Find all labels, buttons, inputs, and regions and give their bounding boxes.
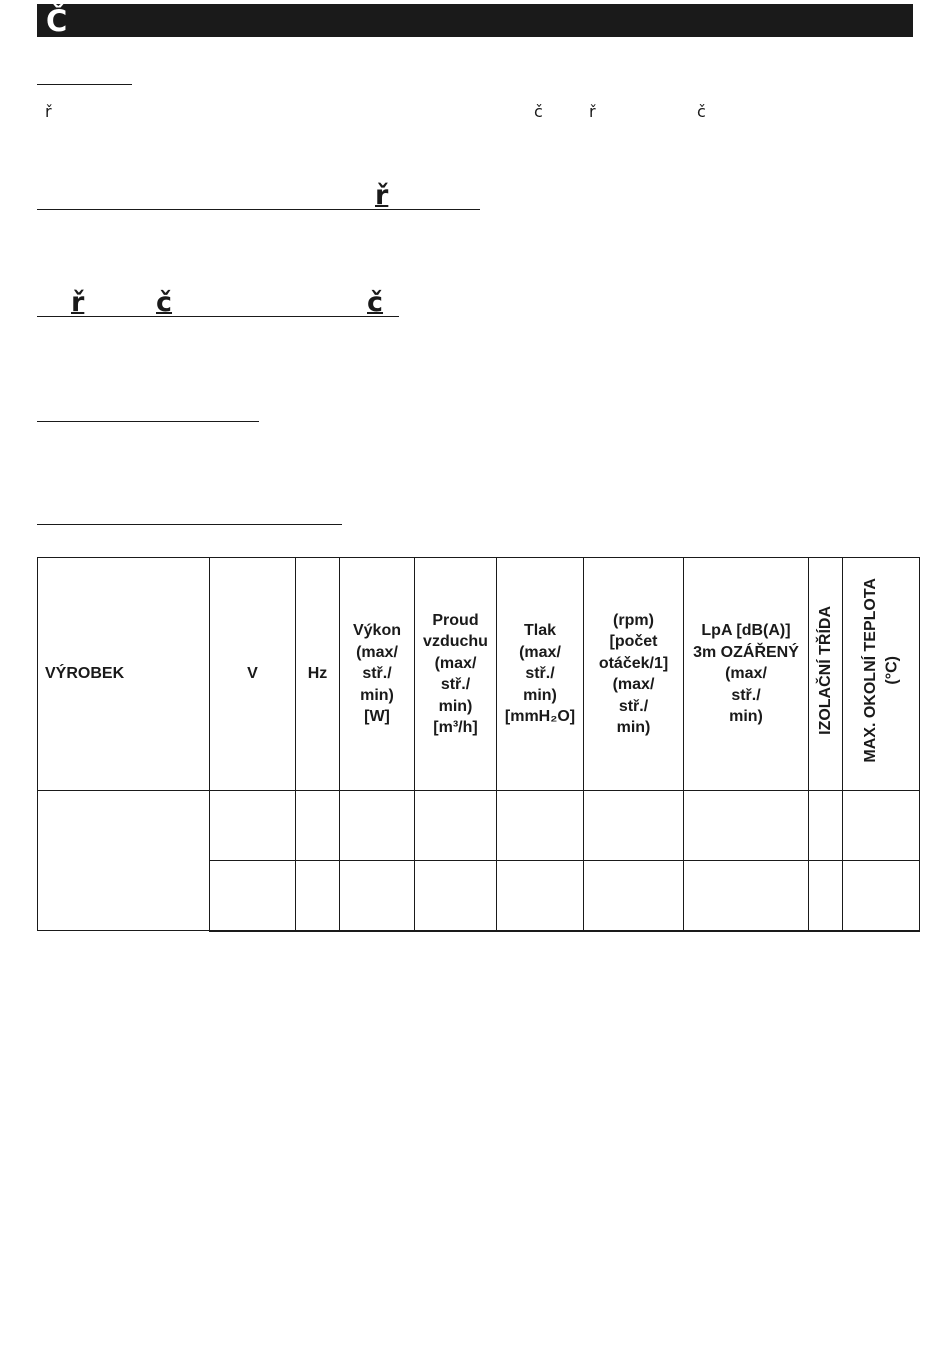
column-header-pressure: Tlak (max/ stř./ min) [mmH₂O] (497, 558, 584, 791)
table-cell (843, 861, 920, 931)
table-cell (843, 791, 920, 861)
column-header-product: VÝROBEK (38, 558, 210, 791)
table-cell (415, 791, 497, 861)
table-cell (684, 791, 809, 861)
table-cell (340, 791, 415, 861)
column-header-frequency: Hz (296, 558, 340, 791)
table-cell (584, 861, 684, 931)
table-header-row (38, 558, 920, 791)
column-header-insulation-class: IZOLAČNÍ TŘÍDA (809, 558, 843, 791)
column-header-airflow: Proud vzduchu (max/ stř./ min) [m³/h] (415, 558, 497, 791)
subheading-rule (37, 84, 132, 85)
text-fragment: č (534, 102, 543, 121)
section-header-bar (37, 4, 913, 37)
table-row (38, 791, 920, 861)
table-cell (584, 791, 684, 861)
subheading-rule (37, 421, 259, 422)
subheading-rule (37, 524, 342, 525)
table-cell (340, 861, 415, 931)
column-header-power: Výkon (max/ stř./ min) [W] (340, 558, 415, 791)
column-header-noise: LpA [dB(A)] 3m OZÁŘENÝ (max/ stř./ min) (684, 558, 809, 791)
column-header-rpm: (rpm) [počet otáček/1] (max/ stř./ min) (584, 558, 684, 791)
table-cell (415, 861, 497, 931)
text-fragment: ř (589, 102, 596, 121)
table-cell (296, 791, 340, 861)
section-header-title: Č (46, 4, 68, 38)
heading-fragment: ř (375, 180, 389, 211)
table-cell (38, 791, 210, 931)
table-cell (497, 861, 584, 931)
text-fragment: č (697, 102, 706, 121)
table-cell (809, 791, 843, 861)
text-fragment: ř (45, 102, 52, 121)
subheading-rule (37, 209, 480, 210)
table-cell (497, 791, 584, 861)
table-cell (684, 861, 809, 931)
column-header-voltage: V (210, 558, 296, 791)
heading-fragment: č (156, 287, 173, 318)
table-cell (296, 861, 340, 931)
table-cell (210, 861, 296, 931)
heading-fragment: ř (71, 287, 85, 318)
table-cell (809, 861, 843, 931)
table-cell (210, 791, 296, 861)
heading-fragment: č (367, 287, 384, 318)
specifications-table (37, 557, 920, 932)
subheading-rule (37, 316, 399, 317)
column-header-max-ambient-temp: MAX. OKOLNÍ TEPLOTA (°C) (843, 558, 920, 791)
